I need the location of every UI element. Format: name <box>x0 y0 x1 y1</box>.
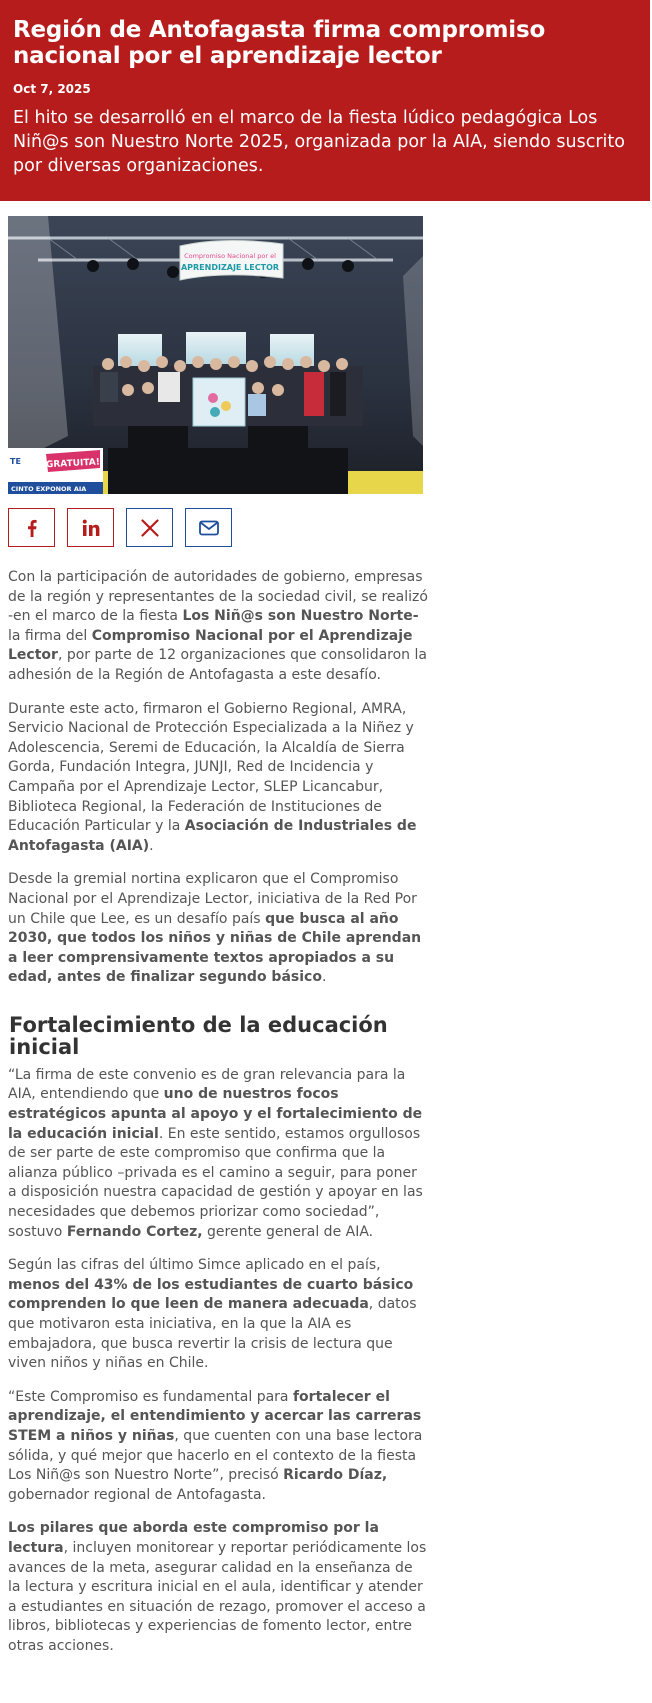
article-body <box>8 568 428 1671</box>
text-run: , que cuenten con una base lectora sólida, y qué mejor que hacerlo en el contexto de la fiesta Los Niñ@s son Nuestro Norte”, precisó <box>8 1427 423 1484</box>
text-run: . <box>321 969 327 986</box>
linkedin-icon <box>82 519 100 537</box>
text-run: Con la participación de autoridades de gobierno, empresas de la región y representantes de la sociedad civil, se realizó -en el marco de la fiesta <box>8 569 428 625</box>
paragraph-1 <box>8 568 428 686</box>
publish-date: Oct 7, 2025 <box>13 82 91 96</box>
text-run: Desde la gremial nortina explicaron que el Compromiso Nacional por el Aprendizaje Lector, iniciativa de la Red Por un Chile que Lee, es un desafío país <box>8 871 417 927</box>
linkedin-share-button[interactable] <box>67 508 114 547</box>
bold-text: Ricardo Díaz, <box>283 1467 388 1484</box>
text-run: “La firma de este convenio es de gran relevancia para la AIA, entendiendo que <box>8 1066 406 1103</box>
section-heading: Fortalecimiento de la educación inicial <box>9 1012 388 1059</box>
paragraph-5 <box>8 1256 428 1374</box>
text-run: la firma del <box>8 627 92 644</box>
bold-text: fortalecer el aprendizaje, el entendimiento y acercar las carreras STEM a niños y niñas <box>8 1388 422 1444</box>
bold-text: Compromiso Nacional por el Aprendizaje Lector <box>8 627 413 664</box>
facebook-icon <box>24 519 40 537</box>
text-run: “Este Compromiso es fundamental para <box>8 1388 293 1405</box>
paragraph-2 <box>8 700 428 857</box>
photo-sign-free: ¡GRATUITA! <box>41 457 101 471</box>
email-share-button[interactable] <box>185 508 232 547</box>
article-photo <box>8 216 423 494</box>
bold-text: uno de nuestros focos estratégicos apunta al apoyo y el fortalecimiento de la educación inicial <box>8 1086 423 1142</box>
text-run: Según las cifras del último Simce aplicado en el país, <box>8 1257 381 1274</box>
share-bar <box>8 508 244 547</box>
bold-text: Asociación de Industriales de Antofagasta (AIA) <box>8 818 417 854</box>
x-share-button[interactable] <box>126 508 173 547</box>
article-header <box>0 0 650 201</box>
text-run: , incluyen monitorear y reportar periódicamente los avances de la meta, asegurar calidad en la enseñanza de la lectura y escritura inicial en el aula, identificar y atender a estudiantes en situación de rezago, promover el acceso a libros, bibliotecas y experiencias de fomento lector, entre otras acciones. <box>8 1539 427 1654</box>
paragraph-4 <box>8 1066 428 1242</box>
article-title: Región de Antofagasta firma compromiso nacional por el aprendizaje lector <box>13 17 546 69</box>
text-run: Durante este acto, firmaron el Gobierno Regional, AMRA, Servicio Nacional de Protección Especializada a la Niñez y Adolescencia, Seremi de Educación, la Alcaldía de Sierra Gorda, Fundación Integra, JUNJI, Red de Incidencia y Campaña por el Aprendizaje Lector, SLEP Licancabur, Biblioteca Regional, la Federación de Instituciones de Educación Particular y la <box>8 700 414 835</box>
x-icon <box>141 519 159 537</box>
bold-text: Los Niñ@s son Nuestro Norte- <box>182 608 419 625</box>
facebook-share-button[interactable] <box>8 508 55 547</box>
paragraph-3 <box>8 870 428 988</box>
bold-text: que busca al año 2030, que todos los niños y niñas de Chile aprendan a leer comprensivamente textos apropiados a su edad, antes de finalizar segundo básico <box>8 910 422 986</box>
article-lead: El hito se desarrolló en el marco de la fiesta lúdico pedagógica Los Niñ@s son Nuestro Norte 2025, organizada por la AIA, siendo suscrito por diversas organizaciones. <box>13 108 625 176</box>
text-run: gerente general de AIA. <box>202 1223 374 1240</box>
text-run: . En este sentido, estamos orgullosos de ser parte de este compromiso que confirma que la alianza público –privada es el camino a seguir, para poner a disposición nuestra capacidad de gestión y apoyar en las necesidades que debemos priorizar como sociedad”, sostuvo <box>8 1125 423 1240</box>
paragraph-6 <box>8 1388 428 1506</box>
event-stage-photo <box>8 216 423 494</box>
photo-sign-fragment: TE <box>10 457 21 466</box>
text-run: . <box>149 837 154 854</box>
banner-line2: APRENDIZAJE LECTOR <box>180 263 280 272</box>
paragraph-7 <box>8 1519 428 1656</box>
text-run: , datos que motivaron esta iniciativa, en la que la AIA es embajadora, que busca revertir la crisis de lectura que viven niños y niñas en Chile. <box>8 1296 417 1372</box>
text-run: gobernador regional de Antofagasta. <box>8 1486 267 1503</box>
bold-text: menos del 43% de los estudiantes de cuarto básico comprenden lo que leen de manera adecuada <box>8 1276 414 1313</box>
envelope-icon <box>199 520 219 536</box>
photo-sign-bottom: CINTO EXPONOR AIA <box>11 485 87 493</box>
bold-text: Los pilares que aborda este compromiso por la lectura <box>8 1520 379 1556</box>
banner-line1: Compromiso Nacional por el <box>184 252 276 260</box>
text-run: , por parte de 12 organizaciones que consolidaron la adhesión de la Región de Antofagasta a este desafío. <box>8 647 427 683</box>
bold-text: Fernando Cortez, <box>66 1223 203 1240</box>
